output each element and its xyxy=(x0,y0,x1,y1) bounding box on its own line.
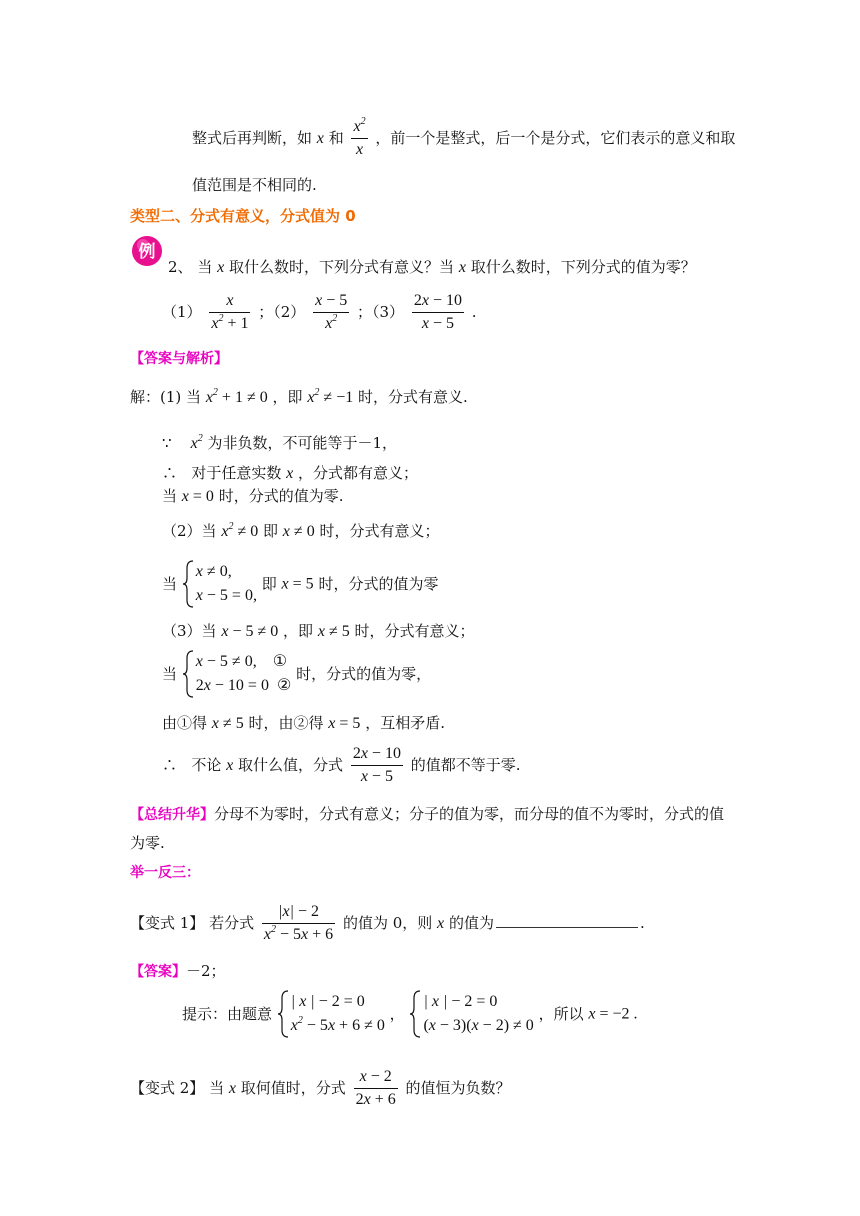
solution-text: 对于任意实数 xyxy=(191,464,282,482)
therefore-symbol: ∴ xyxy=(162,464,178,482)
math-x: x xyxy=(228,1079,236,1097)
equation-system-1: x ≠ 0, x − 5 = 0, xyxy=(182,560,257,608)
solution-text: ，分式都有意义； xyxy=(298,464,419,482)
because-symbol: ∵ xyxy=(162,434,172,452)
solution-text: 时，分式的值为零 xyxy=(318,575,439,593)
question-text: 当 xyxy=(197,258,213,276)
part-label: （1） xyxy=(162,302,202,321)
math-x: x xyxy=(316,129,324,147)
solution-text: 时，分式有意义. xyxy=(358,388,468,406)
intro-line-1 xyxy=(192,118,735,160)
fraction-3: $\frac{2x - 10}{x - 5}$ xyxy=(413,292,462,333)
math-expr: x = 5 xyxy=(328,715,361,732)
math-x: x xyxy=(458,259,466,276)
solution-line-3 xyxy=(162,464,418,483)
math-expr: $x^2 + 1 \ne 0$ xyxy=(205,387,268,406)
intro-text: ，前一个是整式，后一个是分式，它们表示的意义和取 xyxy=(375,128,736,147)
math-x: x xyxy=(226,756,234,774)
math-expr: $x^2$ xyxy=(190,433,203,452)
math-expr: x = 5 xyxy=(281,575,314,593)
example-expressions xyxy=(162,292,477,334)
variant-1-answer xyxy=(130,962,226,981)
solution-text: 时，由②得 xyxy=(248,714,324,732)
math-expr: x ≠ 0 xyxy=(282,523,315,540)
fraction-variant-2: $\frac{x - 2}{2x + 6}$ xyxy=(355,1068,396,1109)
intro-line-2: 值范围是不相同的. xyxy=(192,176,317,194)
math-expr: $x^2 \ne -1$ xyxy=(307,387,354,406)
section-title: 类型二、分式有意义，分式值为 0 xyxy=(130,207,356,225)
solution-text: 时，分式的值为零， xyxy=(296,665,432,683)
hint-text: ，所以 xyxy=(538,1005,584,1023)
solution-text: 时，分式的值为零. xyxy=(218,487,344,505)
variant-text: 的值为 xyxy=(448,913,494,932)
hint-text: 提示：由题意 xyxy=(182,1005,273,1023)
left-brace-icon xyxy=(182,560,194,608)
solution-text: 当 xyxy=(162,665,178,683)
math-expr: x ≠ 5 xyxy=(211,715,244,732)
equation-system-4: | x | − 2 = 0 (x − 3)(x − 2) ≠ 0 xyxy=(409,990,533,1038)
variant-1-hint xyxy=(182,990,638,1038)
solution-line-5 xyxy=(162,522,439,541)
part-separator: ；（2） xyxy=(258,302,306,321)
question-text: 取什么数时，下列分式有意义？当 xyxy=(229,258,455,276)
math-expr: x = 0 xyxy=(181,488,214,505)
intro-text: 整式后再判断，如 xyxy=(192,128,313,147)
math-x: x xyxy=(217,259,225,276)
example-number: 2、 xyxy=(168,258,193,276)
solution-line-10 xyxy=(162,745,521,787)
solution-line-9 xyxy=(162,714,445,733)
solution-line-2 xyxy=(162,434,397,453)
math-expr: x = −2 . xyxy=(588,1005,638,1023)
variant-label: 【变式 2】 xyxy=(130,1078,205,1097)
fraction-2: $\frac{x - 5}{x^2}$ xyxy=(315,292,348,333)
solution-text: 取什么值，分式 xyxy=(238,755,344,774)
practice-heading: 举一反三： xyxy=(130,865,200,881)
solution-text: 为非负数，不可能等于－1， xyxy=(207,434,398,452)
period: . xyxy=(471,302,477,321)
left-brace-icon xyxy=(409,990,421,1038)
solution-text: 即 xyxy=(263,522,279,540)
fraction-1: $\frac{x}{x^2 + 1}$ xyxy=(211,292,249,333)
equation-system-3: | x | − 2 = 0 $x^2 - 5x + 6 \ne 0$ xyxy=(277,990,385,1038)
variant-text: 取何值时，分式 xyxy=(240,1078,346,1097)
solution-text: 即 xyxy=(261,575,277,593)
solution-line-7 xyxy=(162,622,475,641)
equation-system-2: x − 5 ≠ 0, ① 2x − 10 = 0 ② xyxy=(182,650,292,698)
circle-one-label: ① xyxy=(272,653,288,670)
answer-blank xyxy=(496,913,638,928)
example-question xyxy=(168,258,696,277)
solution-line-8 xyxy=(162,650,431,698)
solution-text: 的值都不等于零. xyxy=(410,755,521,774)
solution-line-4 xyxy=(162,487,344,506)
answer-value: －2； xyxy=(186,962,226,980)
intro-text: 和 xyxy=(328,128,344,147)
example-badge-label: 例 xyxy=(138,242,156,262)
solution-text: 当 xyxy=(162,575,178,593)
variant-text: 的值为 0，则 xyxy=(342,913,433,932)
fraction-x2-over-x: $\frac{x^2}{x}$ xyxy=(353,116,366,159)
summary-label: 【总结升华】 xyxy=(130,807,214,823)
period: . xyxy=(639,913,645,932)
hint-text: ， xyxy=(389,1005,405,1023)
summary-text: 分母不为零时，分式有意义；分子的值为零，而分母的值不为零时，分式的值 xyxy=(214,805,725,823)
summary-line-2: 为零. xyxy=(130,834,165,852)
solution-text: ，即 xyxy=(283,622,314,640)
solution-text: 时，分式有意义； xyxy=(354,622,475,640)
therefore-symbol: ∴ xyxy=(162,755,178,774)
question-text: 取什么数时，下列分式的值为零？ xyxy=(470,258,696,276)
math-expr: x ≠ 5 xyxy=(317,623,350,640)
variant-label: 【变式 1】 xyxy=(130,913,205,932)
summary-line-1 xyxy=(130,805,724,824)
solution-text: 不论 xyxy=(191,755,222,774)
variant-1-question xyxy=(130,903,645,945)
solution-text: 时，分式有意义； xyxy=(319,522,440,540)
math-x: x xyxy=(286,465,294,482)
left-brace-icon xyxy=(277,990,289,1038)
math-expr: x − 5 ≠ 0 xyxy=(221,623,279,640)
solution-text: （3）当 xyxy=(162,622,217,640)
part-separator: ；（3） xyxy=(357,302,405,321)
circle-two-label: ② xyxy=(276,677,292,694)
solution-line-1 xyxy=(130,388,468,407)
answer-label: 【答案】 xyxy=(130,964,186,980)
solution-text: ，即 xyxy=(272,388,303,406)
solution-text: 由①得 xyxy=(162,714,208,732)
variant-2-question xyxy=(130,1068,511,1110)
example-badge-icon xyxy=(130,233,164,267)
solution-text: 解：(1) 当 xyxy=(130,388,202,406)
math-x: x xyxy=(437,914,445,932)
solution-line-6 xyxy=(162,560,438,608)
variant-text: 的值恒为负数？ xyxy=(405,1078,511,1097)
left-brace-icon xyxy=(182,650,194,698)
fraction-variant-1: $\frac{|x| - 2}{x^2 - 5x + 6}$ xyxy=(263,903,334,944)
variant-text: 若分式 xyxy=(209,913,255,932)
answer-heading: 【答案与解析】 xyxy=(130,351,228,367)
variant-text: 当 xyxy=(209,1078,225,1097)
solution-text: （2）当 xyxy=(162,522,217,540)
solution-text: ，互相矛盾. xyxy=(365,714,445,732)
solution-text: 当 xyxy=(162,487,178,505)
fraction-conclusion: $\frac{2x - 10}{x - 5}$ xyxy=(352,745,401,786)
math-expr: $x^2 \ne 0$ xyxy=(221,521,259,540)
